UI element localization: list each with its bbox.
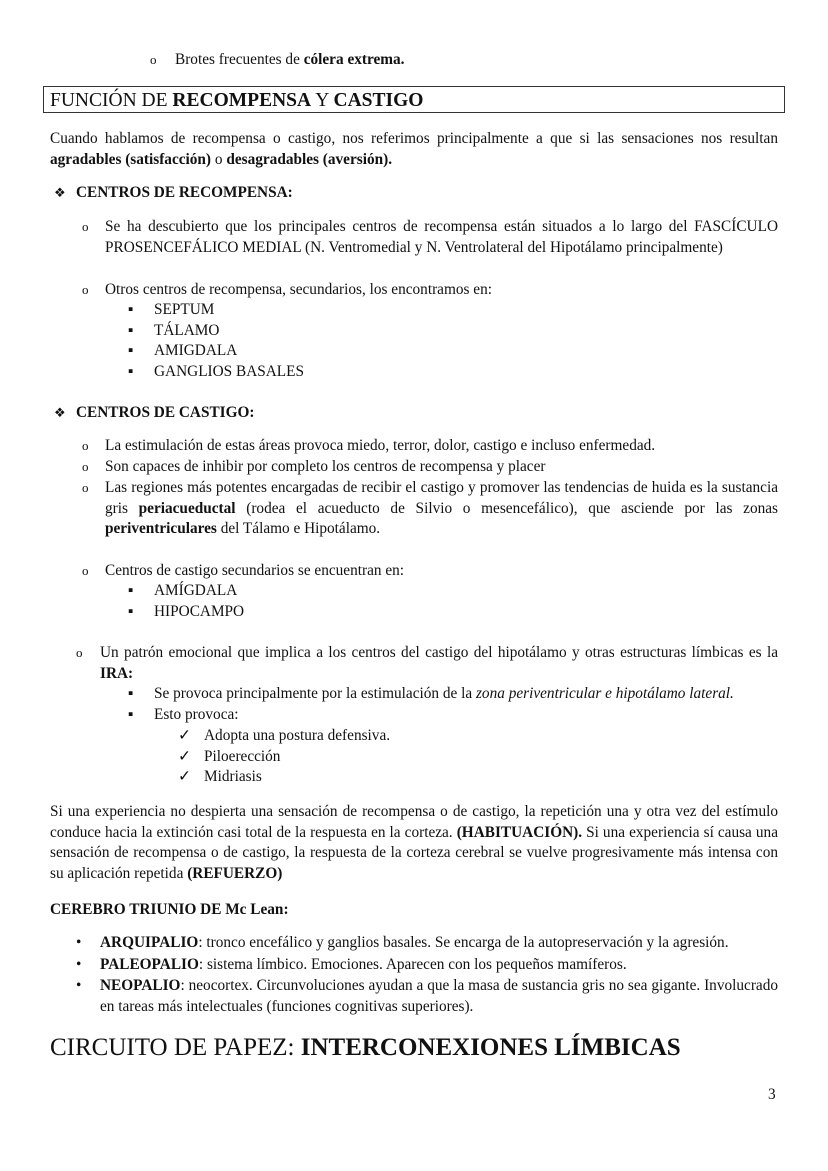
- bold-text: periventriculares: [105, 520, 217, 538]
- list-item: [105, 478, 778, 540]
- text: AMIGDALA: [154, 342, 238, 360]
- triunio-list: [76, 933, 778, 1017]
- diamond-bullet-icon: ❖: [54, 405, 66, 420]
- text: Y: [311, 90, 334, 111]
- circle-bullet-icon: o: [150, 52, 157, 67]
- intro-paragraph: [50, 129, 778, 170]
- list-item: [76, 933, 778, 954]
- text: CIRCUITO DE PAPEZ:: [50, 1034, 301, 1061]
- list-item: [175, 50, 405, 71]
- text: Las regiones más potentes encargadas de recibir el castigo y promover las tendencias de huida es la sustancia gris: [105, 479, 778, 517]
- list-item: [128, 341, 304, 362]
- recompensa-title: CENTROS DE RECOMPENSA:: [76, 184, 293, 201]
- bold-text: NEOPALIO: [100, 977, 181, 995]
- bold-text: INTERCONEXIONES LÍMBICAS: [300, 1034, 681, 1061]
- italic-text: zona periventricular e hipotálamo lateral.: [475, 685, 734, 702]
- dot-bullet-icon: •: [76, 977, 82, 995]
- bold-text: PALEOPALIO: [100, 955, 199, 973]
- text: Cuando hablamos de recompensa o castigo, nos referimos principalmente a que si las sensaciones nos resultan: [50, 130, 778, 147]
- check-icon: ✓: [178, 747, 191, 765]
- square-bullet-icon: ▪: [128, 685, 134, 702]
- circle-bullet-icon: o: [82, 282, 89, 297]
- text: del Tálamo e Hipotálamo.: [216, 520, 381, 538]
- text: Brotes frecuentes de: [175, 51, 304, 68]
- list-item: [178, 726, 390, 747]
- bold-text: desagradables (aversión).: [226, 150, 393, 168]
- text: Adopta una postura defensiva.: [204, 727, 391, 744]
- list-item: [178, 767, 390, 788]
- check-icon: ✓: [178, 727, 191, 744]
- square-bullet-icon: ▪: [128, 342, 134, 360]
- bold-text: (REFUERZO): [187, 864, 283, 882]
- dot-bullet-icon: •: [76, 934, 82, 951]
- list-item: [76, 955, 778, 976]
- text: Si una experiencia sí causa una sensación de recompensa o de castigo, la respuesta de la corteza cerebral se vuelve progresivamente más intensa con su aplicación repetida: [50, 823, 778, 882]
- text: : sistema límbico. Emociones. Aparecen con los pequeños mamíferos.: [198, 955, 627, 973]
- circle-bullet-icon: o: [82, 480, 89, 495]
- sub-list: [128, 581, 244, 622]
- square-bullet-icon: ▪: [128, 321, 134, 339]
- list-item: [128, 300, 304, 321]
- square-bullet-icon: ▪: [128, 705, 134, 723]
- sub-list: [128, 300, 304, 382]
- list-item: [128, 602, 244, 623]
- square-bullet-icon: ▪: [128, 602, 134, 620]
- text: HIPOCAMPO: [154, 602, 245, 620]
- text: Esto provoca:: [154, 705, 239, 723]
- circle-bullet-icon: o: [82, 438, 89, 453]
- text: SEPTUM: [154, 301, 215, 318]
- list-item: Centros de castigo secundarios se encuentran en:: [105, 562, 405, 579]
- check-icon: ✓: [178, 768, 191, 786]
- triunio-title: CEREBRO TRIUNIO DE Mc Lean:: [50, 901, 289, 918]
- list-item: [128, 581, 244, 602]
- page-number: 3: [768, 1086, 776, 1103]
- circle-bullet-icon: o: [82, 219, 89, 234]
- bold-text: RECOMPENSA: [172, 90, 312, 111]
- bold-text: IRA:: [100, 664, 134, 682]
- circle-bullet-icon: o: [82, 563, 89, 578]
- text: Si una experiencia no despierta una sensación de recompensa o de castigo, la repetición una y otra vez del estímulo conduce hacia la extinción casi total de la respuesta en la corteza.: [50, 803, 778, 841]
- list-item: [128, 705, 734, 726]
- sub-list: [128, 684, 734, 725]
- list-item: [178, 747, 390, 768]
- castigo-title: CENTROS DE CASTIGO:: [76, 404, 255, 421]
- text: TÁLAMO: [154, 321, 220, 339]
- list-item: Se ha descubierto que los principales centros de recompensa están situados a lo largo del FASCÍCULO PROSENCEFÁLICO MEDIAL (N. Ventromedial y N. Ventrolateral del Hipotálamo principalmente): [105, 218, 778, 256]
- circle-bullet-icon: o: [76, 645, 83, 660]
- square-bullet-icon: ▪: [128, 301, 134, 318]
- text: Se provoca principalmente por la estimulación de la: [154, 685, 476, 702]
- list-item: La estimulación de estas áreas provoca miedo, terror, dolor, castigo e incluso enfermedad.: [105, 437, 656, 454]
- text: GANGLIOS BASALES: [154, 362, 305, 380]
- circle-bullet-icon: o: [82, 459, 89, 474]
- bold-text: periacueductal: [138, 499, 236, 517]
- habituacion-paragraph: [50, 802, 778, 884]
- square-bullet-icon: ▪: [128, 362, 134, 380]
- text: : neocortex. Circunvoluciones ayudan a que la masa de sustancia gris no sea gigante. Involucrado en tareas más intelectuales (funciones cognitivas superiores).: [100, 977, 778, 1015]
- bold-text: cólera extrema.: [303, 51, 405, 68]
- list-item: [76, 976, 778, 1017]
- check-list: [178, 726, 390, 788]
- list-item: [128, 684, 734, 705]
- dot-bullet-icon: •: [76, 955, 82, 973]
- text: AMÍGDALA: [154, 582, 238, 599]
- list-item: Son capaces de inhibir por completo los centros de recompensa y placer: [105, 458, 546, 475]
- list-item: [100, 643, 778, 684]
- bottom-heading: [50, 1033, 681, 1063]
- text: : tronco encefálico y ganglios basales. Se encarga de la autopreservación y la agresión.: [198, 934, 729, 951]
- list-item: Otros centros de recompensa, secundarios, los encontramos en:: [105, 281, 492, 298]
- text: o: [211, 150, 227, 168]
- text: FUNCIÓN DE: [50, 90, 173, 111]
- text: Piloerección: [204, 747, 281, 765]
- list-item: [128, 321, 304, 342]
- section-heading: [43, 86, 785, 113]
- list-item: [128, 362, 304, 383]
- text: Midriasis: [204, 768, 262, 786]
- bold-text: (HABITUACIÓN).: [456, 823, 583, 841]
- text: Un patrón emocional que implica a los centros del castigo del hipotálamo y otras estructuras límbicas es la: [100, 644, 778, 661]
- bold-text: CASTIGO: [333, 90, 424, 111]
- bold-text: agradables (satisfacción): [50, 150, 212, 168]
- square-bullet-icon: ▪: [128, 582, 134, 599]
- diamond-bullet-icon: ❖: [54, 185, 66, 200]
- bold-text: ARQUIPALIO: [100, 934, 199, 951]
- text: (rodea el acueducto de Silvio o mesencefálico), que asciende por las zonas: [235, 499, 778, 517]
